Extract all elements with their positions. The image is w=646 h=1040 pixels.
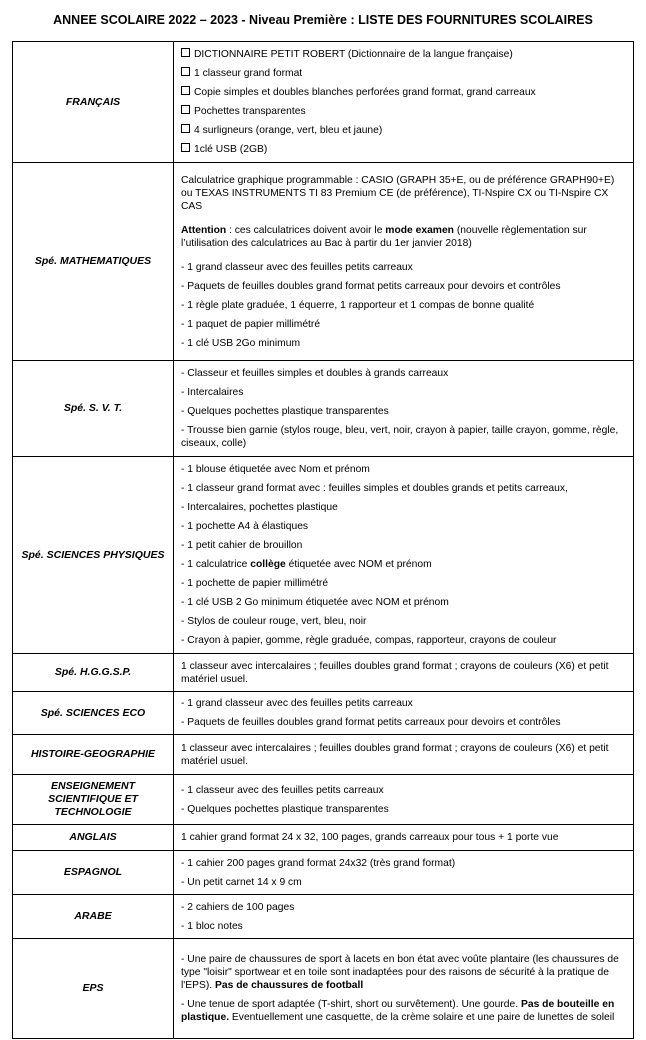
items-cell <box>174 163 634 361</box>
checkbox-icon <box>181 67 190 76</box>
items-cell <box>174 361 634 457</box>
items-cell <box>174 775 634 825</box>
list-item: - Trousse bien garnie (stylos rouge, bleu, vert, noir, crayon à papier, taille crayon, gomme, règle, ciseaux, colle) <box>181 425 619 449</box>
list-item: - 1 classeur avec des feuilles petits carreaux <box>181 784 384 796</box>
table-row <box>13 825 634 851</box>
table-row <box>13 735 634 775</box>
table-row <box>13 939 634 1039</box>
items-cell <box>174 851 634 895</box>
items-cell <box>174 939 634 1039</box>
table-row <box>13 851 634 895</box>
table-row <box>13 775 634 825</box>
list-item: - Stylos de couleur rouge, vert, bleu, noir <box>181 616 367 627</box>
subject-cell: EPS <box>13 939 174 1039</box>
table-row <box>13 457 634 654</box>
subject-cell: Spé. H.G.G.S.P. <box>13 654 174 692</box>
subject-cell: HISTOIRE-GEOGRAPHIE <box>13 735 174 775</box>
list-item: - Quelques pochettes plastique transparentes <box>181 406 389 417</box>
list-item: - 1 cahier 200 pages grand format 24x32 (très grand format) <box>181 857 456 869</box>
list-item: - 1 pochette A4 à élastiques <box>181 521 309 532</box>
list-item: 1 classeur grand format <box>181 67 627 80</box>
list-item: DICTIONNAIRE PETIT ROBERT (Dictionnaire de la langue française) <box>181 48 627 61</box>
attention-note: Attention : ces calculatrices doivent avoir le mode examen (nouvelle règlementation sur l’utilisation des calculatrices au Bac à partir du 1er janvier 2018) <box>181 224 587 249</box>
list-item: - Paquets de feuilles doubles grand format petits carreaux pour devoirs et contrôles <box>181 280 561 292</box>
items-cell: 1 cahier grand format 24 x 32, 100 pages, grands carreaux pour tous + 1 porte vue <box>174 825 634 851</box>
items-cell: 1 classeur avec intercalaires ; feuilles doubles grand format ; crayons de couleurs (X6) et petit matériel usuel. <box>174 654 634 692</box>
list-item: - 1 règle plate graduée, 1 équerre, 1 rapporteur et 1 compas de bonne qualité <box>181 299 535 311</box>
list-item: - Paquets de feuilles doubles grand format petits carreaux pour devoirs et contrôles <box>181 717 561 728</box>
table-row <box>13 692 634 735</box>
list-item: - 1 pochette de papier millimétré <box>181 578 329 589</box>
checkbox-icon <box>181 86 190 95</box>
table-row <box>13 163 634 361</box>
list-item: - 2 cahiers de 100 pages <box>181 901 295 913</box>
list-item: - 1 blouse étiquetée avec Nom et prénom <box>181 464 370 475</box>
table-row <box>13 895 634 939</box>
list-item: 4 surligneurs (orange, vert, bleu et jaune) <box>181 124 627 137</box>
list-item: - Une paire de chaussures de sport à lacets en bon état avec voûte plantaire (les chaussures de type "loisir" sportwear et en toile sont inadaptées pour des raisons de sécurité à la pratique de l'EPS). Pas de chaussures de football <box>181 954 619 991</box>
subject-cell: ANGLAIS <box>13 825 174 851</box>
table-row <box>13 361 634 457</box>
subject-cell: ENSEIGNEMENT SCIENTIFIQUE ET TECHNOLOGIE <box>13 775 174 825</box>
list-item: - Un petit carnet 14 x 9 cm <box>181 876 302 888</box>
list-item: Copie simples et doubles blanches perforées grand format, grand carreaux <box>181 86 627 99</box>
subject-cell: Spé. SCIENCES PHYSIQUES <box>13 457 174 654</box>
items-cell <box>174 895 634 939</box>
page-title: ANNEE SCOLAIRE 2022 – 2023 - Niveau Première : LISTE DES FOURNITURES SCOLAIRES <box>53 13 593 27</box>
items-cell <box>174 457 634 654</box>
list-item: - Classeur et feuilles simples et doubles à grands carreaux <box>181 368 449 379</box>
list-item: - 1 bloc notes <box>181 920 243 932</box>
checkbox-icon <box>181 105 190 114</box>
list-item: Pochettes transparentes <box>181 105 627 118</box>
list-item: - Une tenue de sport adaptée (T-shirt, short ou survêtement). Une gourde. Pas de bouteille en plastique. Eventuellement une casquette, de la crème solaire et une paire de lunettes de soleil <box>181 999 615 1023</box>
subject-cell: Spé. S. V. T. <box>13 361 174 457</box>
checkbox-icon <box>181 124 190 133</box>
calculator-note: Calculatrice graphique programmable : CASIO (GRAPH 35+E, ou de préférence GRAPH90+E) ou TEXAS INSTRUMENTS TI 83 Premium CE (de préférence), TI-Nspire CX ou TI-Nspire CX CAS <box>181 174 615 212</box>
subject-cell: Spé. MATHEMATIQUES <box>13 163 174 361</box>
items-cell <box>174 42 634 163</box>
list-item: - 1 calculatrice collège étiquetée avec NOM et prénom <box>181 559 432 570</box>
list-item: 1clé USB (2GB) <box>181 143 627 156</box>
checkbox-icon <box>181 143 190 152</box>
list-item: - 1 clé USB 2Go minimum <box>181 337 301 349</box>
subject-cell: FRANÇAIS <box>13 42 174 163</box>
list-item: - Intercalaires, pochettes plastique <box>181 502 338 513</box>
list-item: - Quelques pochettes plastique transparentes <box>181 803 389 815</box>
table-row <box>13 42 634 163</box>
list-item: - Crayon à papier, gomme, règle graduée, compas, rapporteur, crayons de couleur <box>181 635 557 646</box>
subject-cell: ESPAGNOL <box>13 851 174 895</box>
list-item: - 1 clé USB 2 Go minimum étiquetée avec NOM et prénom <box>181 597 449 608</box>
items-cell <box>174 692 634 735</box>
subject-cell: Spé. SCIENCES ECO <box>13 692 174 735</box>
items-cell: 1 classeur avec intercalaires ; feuilles doubles grand format ; crayons de couleurs (X6) et petit matériel usuel. <box>174 735 634 775</box>
table-row <box>13 654 634 692</box>
list-item: - 1 petit cahier de brouillon <box>181 540 303 551</box>
list-item: - Intercalaires <box>181 387 244 398</box>
subject-cell: ARABE <box>13 895 174 939</box>
checkbox-icon <box>181 48 190 57</box>
supplies-table <box>12 41 634 1039</box>
list-item: - 1 grand classeur avec des feuilles petits carreaux <box>181 698 413 709</box>
list-item: - 1 grand classeur avec des feuilles petits carreaux <box>181 261 413 273</box>
list-item: - 1 classeur grand format avec : feuilles simples et doubles grands et petits carreaux, <box>181 483 568 494</box>
list-item: - 1 paquet de papier millimétré <box>181 318 321 330</box>
